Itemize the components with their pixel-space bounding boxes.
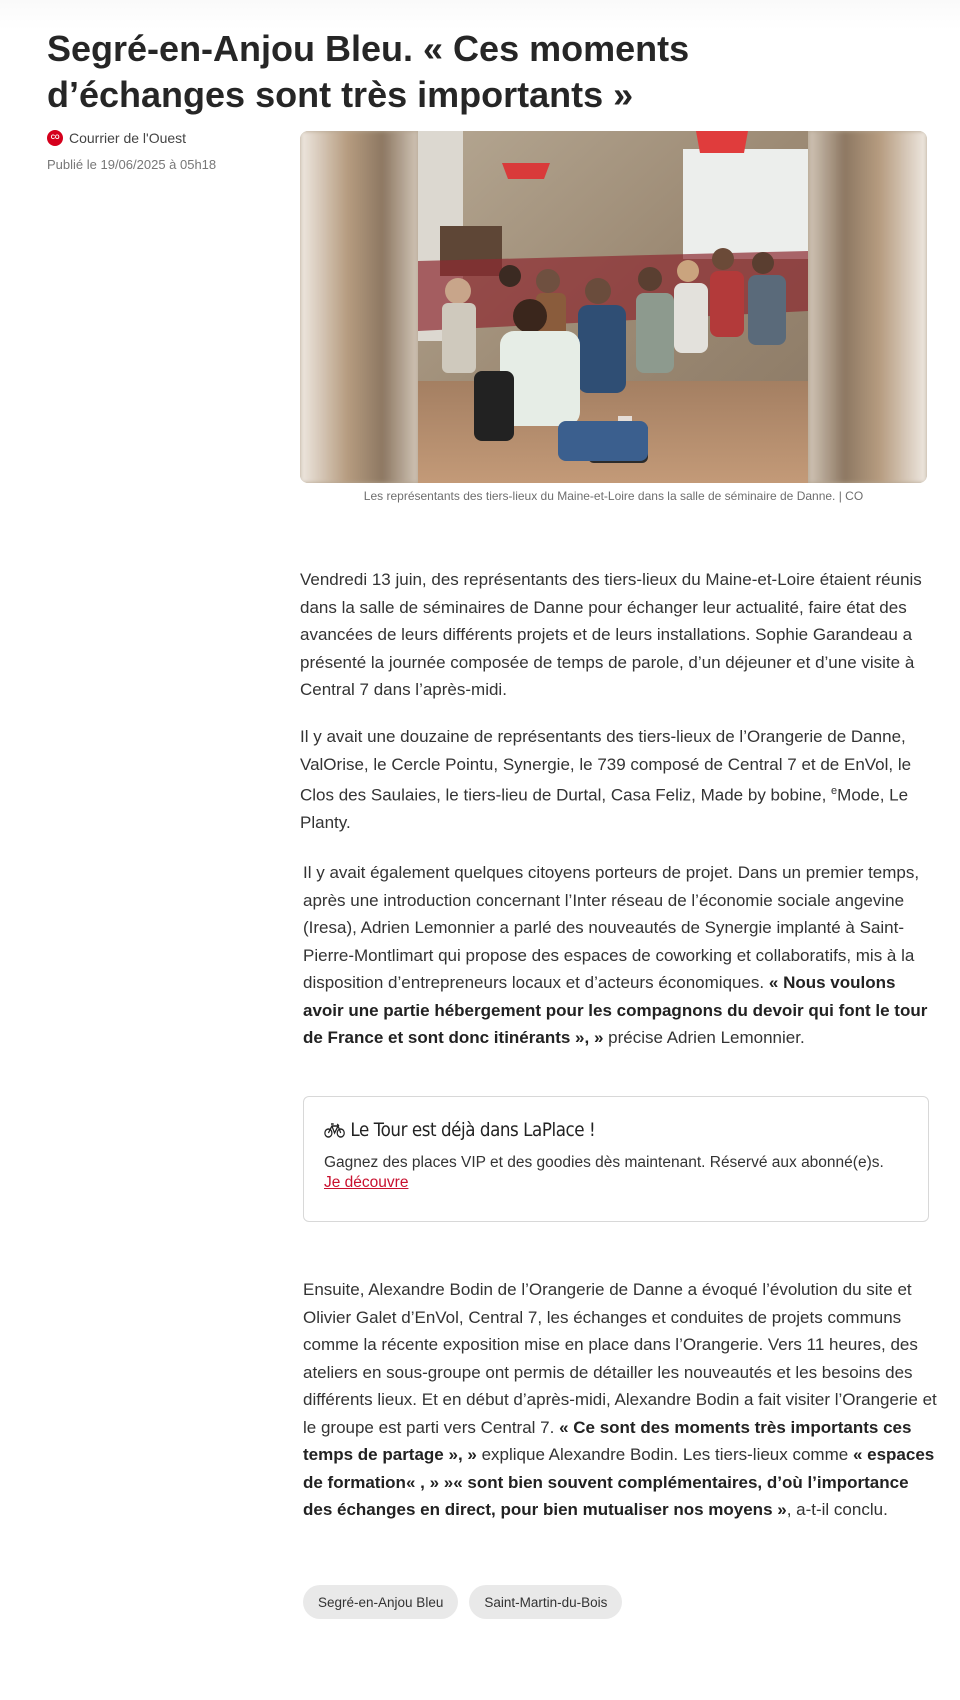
source-row[interactable] [47,130,186,146]
paragraph-2-text: Il y avait une douzaine de représentants des tiers-lieux de l’Orangerie de Danne, ValOrise, le Cercle Pointu, Synergie, le 739 composé de Central 7 et de EnVol, le Clos des Saulaies, le tiers-lieu de Durtal, Casa Feliz, Made by bobine, [300,727,912,805]
paragraph-4-quote-1: « Ce sont des moments très importants ces temps de partage », » [303,1417,912,1464]
promo-text: Gagnez des places VIP et des goodies dès maintenant. Réservé aux abonné(e)s. [324,1154,884,1171]
promo-title-row [324,1119,838,1141]
paragraph-1: Vendredi 13 juin, des représentants des tiers-lieux du Maine-et-Loire étaient réunis dans la salle de séminaires de Danne pour échanger leur actualité, faire état des avancées de leurs différents projets et de leurs installations. Sophie Garandeau a présenté la journée composée de temps de parole, d’un déjeuner et d’une visite à Central 7 dans l’après-midi. [300,570,922,699]
promo-title: Le Tour est déjà dans LaPlace ! [350,1119,596,1141]
paragraph-2-end: Mode, Le Planty. [300,785,909,833]
photo-caption: Les représentants des tiers-lieux du Maine-et-Loire dans la salle de séminaire de Danne. | CO [363,489,864,503]
source-name[interactable]: Courrier de l'Ouest [69,130,187,146]
paragraph-3-quote: « Nous voulons avoir une partie hébergement pour les compagnons du devoir qui font le tour de France et sont donc itinérants », » [303,973,928,1047]
paragraph-4-mid: explique Alexandre Bodin. Les tiers-lieux comme [476,1445,853,1464]
tag-list [303,1585,622,1619]
paragraph-4 [303,1276,938,1524]
seminar-photo [418,131,808,483]
article-photo[interactable] [300,131,927,483]
paragraph-3-end: précise Adrien Lemonnier. [603,1028,805,1047]
paragraph-4-quote-2: « espaces de formation« , » »« sont bien souvent complémentaires, d’où l’importance des échanges en direct, pour bien mutualiser nos moyens » [303,1445,935,1519]
paragraph-4-text: Ensuite, Alexandre Bodin de l’Orangerie de Danne a évoqué l’évolution du site et Olivier Galet d’EnVol, Central 7, les échanges et conduites de projets communs comme la récente exposition mise en place dans l’Orangerie. Vers 11 heures, des ateliers en sous-groupe ont permis de détailler les nouveautés et les besoins des différents lieux. Et en début d’après-midi, Alexandre Bodin a fait visiter l’Orangerie et le groupe est parti vers Central 7. [303,1280,937,1437]
article-title: Segré-en-Anjou Bleu. « Ces moments d’échanges sont très importants » [47,28,690,115]
tag-saint-martin-du-bois[interactable]: Saint-Martin-du-Bois [469,1585,622,1619]
laplace-promo[interactable] [303,1096,929,1222]
bicycle-icon [324,1122,345,1138]
source-logo-icon: CO [47,130,63,146]
promo-discover-link[interactable]: Je découvre [324,1174,409,1191]
tag-segre-en-anjou-bleu[interactable]: Segré-en-Anjou Bleu [303,1585,458,1619]
photo-blur-left [300,131,418,483]
publish-date: Publié le 19/06/2025 à 05h18 [47,157,217,172]
paragraph-3 [303,859,935,1052]
paragraph-2-sup: e [831,785,838,797]
photo-blur-right [809,131,927,483]
paragraph-3-text: Il y avait également quelques citoyens porteurs de projet. Dans un premier temps, après une introduction concernant l’Inter réseau de l’économie sociale angevine (Iresa), Adrien Lemonnier a parlé des nouveautés de Synergie implanté à Saint-Pierre-Montlimart qui propose des espaces de coworking et collaboratifs, mis à la disposition d’entrepreneurs locaux et d’acteurs économiques. [303,863,920,992]
paragraph-2 [300,723,930,837]
paragraph-4-end: , a-t-il conclu. [786,1500,888,1519]
